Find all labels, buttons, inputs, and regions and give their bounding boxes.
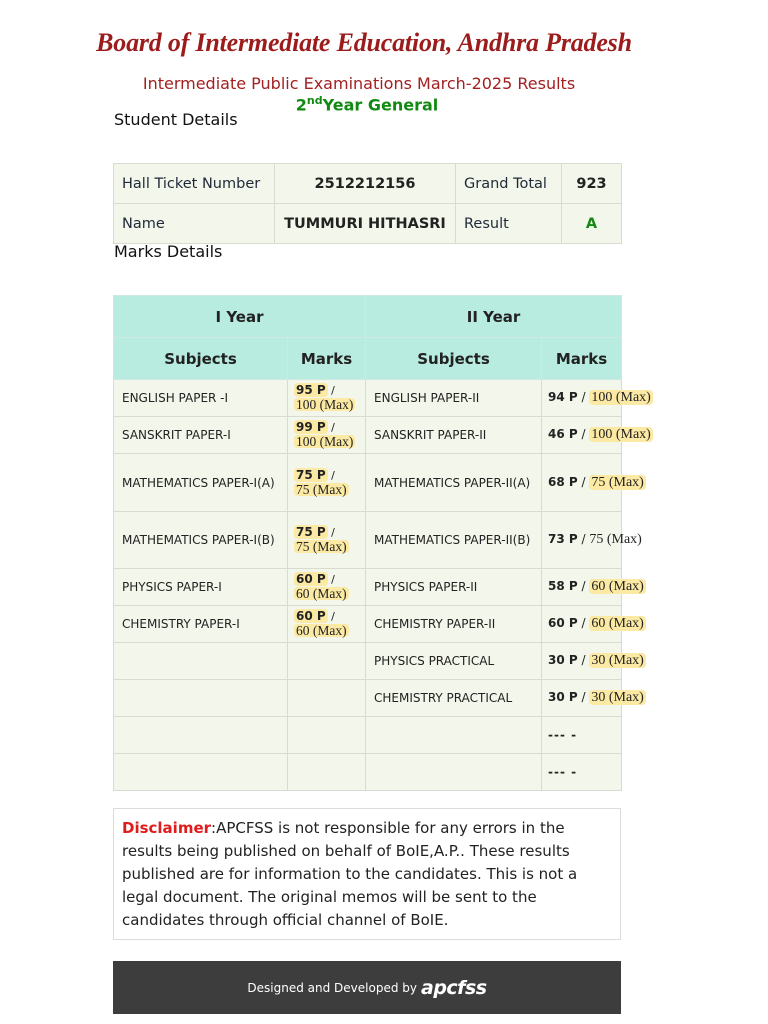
marks-cell: 60 P / 60 (Max)	[288, 606, 366, 643]
marks-obtained: 30 P	[548, 653, 578, 667]
subject-cell	[366, 380, 542, 417]
marks-cell: 68 P / 75 (Max)	[542, 454, 622, 512]
marks-obtained: 60 P	[548, 616, 578, 630]
subject-name: MATHEMATICS PAPER-II(A)	[374, 475, 531, 490]
table-row	[114, 569, 622, 606]
marks-placeholder: --- -	[548, 728, 578, 742]
subject-name: MATHEMATICS PAPER-I(B)	[122, 533, 275, 547]
subject-cell	[114, 512, 288, 569]
table-row	[114, 717, 622, 754]
subject-name: CHEMISTRY PAPER-I	[122, 617, 240, 631]
marks-header: Marks	[288, 338, 366, 380]
marks-cell: 95 P / 100 (Max)	[288, 380, 366, 417]
marks-header: Marks	[542, 338, 622, 380]
marks-max: 100 (Max)	[591, 427, 651, 442]
marks-cell: 60 P / 60 (Max)	[542, 606, 622, 643]
hall-ticket-value: 2512212156	[275, 164, 456, 204]
subject-cell	[366, 569, 542, 606]
marks-cell	[542, 717, 622, 754]
footer	[113, 961, 621, 1014]
marks-cell: 58 P / 60 (Max)	[542, 569, 622, 606]
disclaimer-text: :APCFSS is not responsible for any errors in the results being published on behalf of BoIE,A.P.. These results published are for information to the candidates. This is not a legal document. The original memos will be sent to the candidates through official channel of BoIE.	[122, 819, 578, 929]
subject-name: SANSKRIT PAPER-I	[122, 428, 231, 442]
subject-name: SANSKRIT PAPER-II	[374, 428, 487, 442]
subject-name: MATHEMATICS PAPER-I(A)	[122, 475, 275, 490]
table-row	[114, 512, 622, 569]
marks-cell: 75 P / 75 (Max)	[288, 512, 366, 569]
marks-max: 60 (Max)	[591, 616, 644, 631]
marks-max: 100 (Max)	[296, 434, 354, 449]
subject-name: ENGLISH PAPER -I	[122, 391, 229, 405]
marks-max: 100 (Max)	[296, 397, 354, 412]
marks-cell: 75 P / 75 (Max)	[288, 454, 366, 512]
marks-details-heading: Marks Details	[114, 242, 223, 261]
result-value: A	[562, 204, 622, 244]
table-row	[114, 164, 622, 204]
marks-max: 75 (Max)	[296, 481, 347, 497]
marks-obtained: 46 P	[548, 427, 578, 441]
subjects-header: Subjects	[366, 338, 542, 380]
subject-cell	[366, 643, 542, 680]
subject-cell	[114, 717, 288, 754]
table-row	[114, 417, 622, 454]
marks-obtained: 68 P	[548, 474, 578, 489]
marks-cell: 30 P / 30 (Max)	[542, 680, 622, 717]
subject-cell	[366, 512, 542, 569]
marks-max: 60 (Max)	[296, 623, 347, 638]
grand-total-value: 923	[562, 164, 622, 204]
subject-cell	[366, 754, 542, 791]
disclaimer-box	[113, 808, 621, 940]
result-label: Result	[456, 204, 562, 244]
subject-cell	[366, 606, 542, 643]
subject-name: MATHEMATICS PAPER-II(B)	[374, 533, 531, 547]
subject-cell	[114, 643, 288, 680]
marks-cell	[288, 680, 366, 717]
marks-cell	[542, 754, 622, 791]
subject-name: CHEMISTRY PRACTICAL	[374, 691, 513, 705]
student-details-heading: Student Details	[114, 110, 238, 129]
subject-cell	[366, 454, 542, 512]
marks-cell: 60 P / 60 (Max)	[288, 569, 366, 606]
marks-placeholder: --- -	[548, 765, 578, 779]
year2-header: II Year	[366, 296, 622, 338]
marks-cell: 46 P / 100 (Max)	[542, 417, 622, 454]
marks-obtained: 75 P	[296, 525, 326, 539]
year-title: 2ndYear General	[295, 94, 439, 115]
marks-obtained: 75 P	[296, 467, 326, 482]
disclaimer-label: Disclaimer	[122, 819, 212, 837]
subject-cell	[114, 680, 288, 717]
marks-obtained: 94 P	[548, 390, 578, 404]
marks-cell: 73 P / 75 (Max)	[542, 512, 622, 569]
subject-cell	[366, 680, 542, 717]
table-row	[114, 680, 622, 717]
marks-obtained: 99 P	[296, 420, 326, 434]
footer-text: Designed and Developed by	[247, 980, 417, 995]
subject-cell	[114, 754, 288, 791]
marks-max: 75 (Max)	[591, 474, 644, 490]
marks-obtained: 30 P	[548, 690, 578, 704]
subject-cell	[366, 717, 542, 754]
marks-max: 75 (Max)	[296, 539, 347, 554]
subject-cell	[114, 454, 288, 512]
subject-cell	[114, 417, 288, 454]
subject-name: CHEMISTRY PAPER-II	[374, 617, 496, 631]
table-row	[114, 754, 622, 791]
table-row	[114, 643, 622, 680]
subject-cell	[114, 606, 288, 643]
year1-header: I Year	[114, 296, 366, 338]
subject-cell	[366, 417, 542, 454]
marks-table	[113, 295, 651, 791]
marks-cell	[288, 643, 366, 680]
marks-max: 30 (Max)	[591, 653, 644, 668]
subject-cell	[114, 380, 288, 417]
table-row	[114, 204, 622, 244]
subject-name: PHYSICS PRACTICAL	[374, 654, 495, 668]
marks-cell	[288, 717, 366, 754]
name-value: TUMMURI HITHASRI	[275, 204, 456, 244]
marks-obtained: 73 P	[548, 532, 578, 546]
marks-obtained: 95 P	[296, 383, 326, 397]
marks-obtained: 58 P	[548, 579, 578, 593]
table-row	[114, 454, 622, 512]
subject-name: ENGLISH PAPER-II	[374, 391, 480, 405]
exam-title: Intermediate Public Examinations March-2025 Results	[142, 74, 576, 93]
marks-max: 60 (Max)	[591, 579, 644, 594]
marks-cell: 30 P / 30 (Max)	[542, 643, 622, 680]
marks-cell: 94 P / 100 (Max)	[542, 380, 622, 417]
hall-ticket-label: Hall Ticket Number	[114, 164, 275, 204]
name-label: Name	[114, 204, 275, 244]
board-title: Board of Intermediate Education, Andhra Pradesh	[96, 28, 632, 57]
marks-max: 60 (Max)	[296, 586, 347, 601]
apcfss-logo: apcfss	[421, 976, 487, 999]
marks-cell: 99 P / 100 (Max)	[288, 417, 366, 454]
marks-obtained: 60 P	[296, 609, 326, 623]
subjects-header: Subjects	[114, 338, 288, 380]
marks-max: 30 (Max)	[591, 690, 644, 705]
grand-total-label: Grand Total	[456, 164, 562, 204]
marks-obtained: 60 P	[296, 572, 326, 586]
marks-max: 75 (Max)	[589, 532, 642, 547]
subject-cell	[114, 569, 288, 606]
table-row	[114, 380, 622, 417]
table-row	[114, 606, 622, 643]
subject-name: PHYSICS PAPER-I	[122, 580, 222, 594]
student-details-table	[113, 163, 622, 244]
marks-max: 100 (Max)	[591, 390, 651, 405]
marks-cell	[288, 754, 366, 791]
subject-name: PHYSICS PAPER-II	[374, 580, 478, 594]
